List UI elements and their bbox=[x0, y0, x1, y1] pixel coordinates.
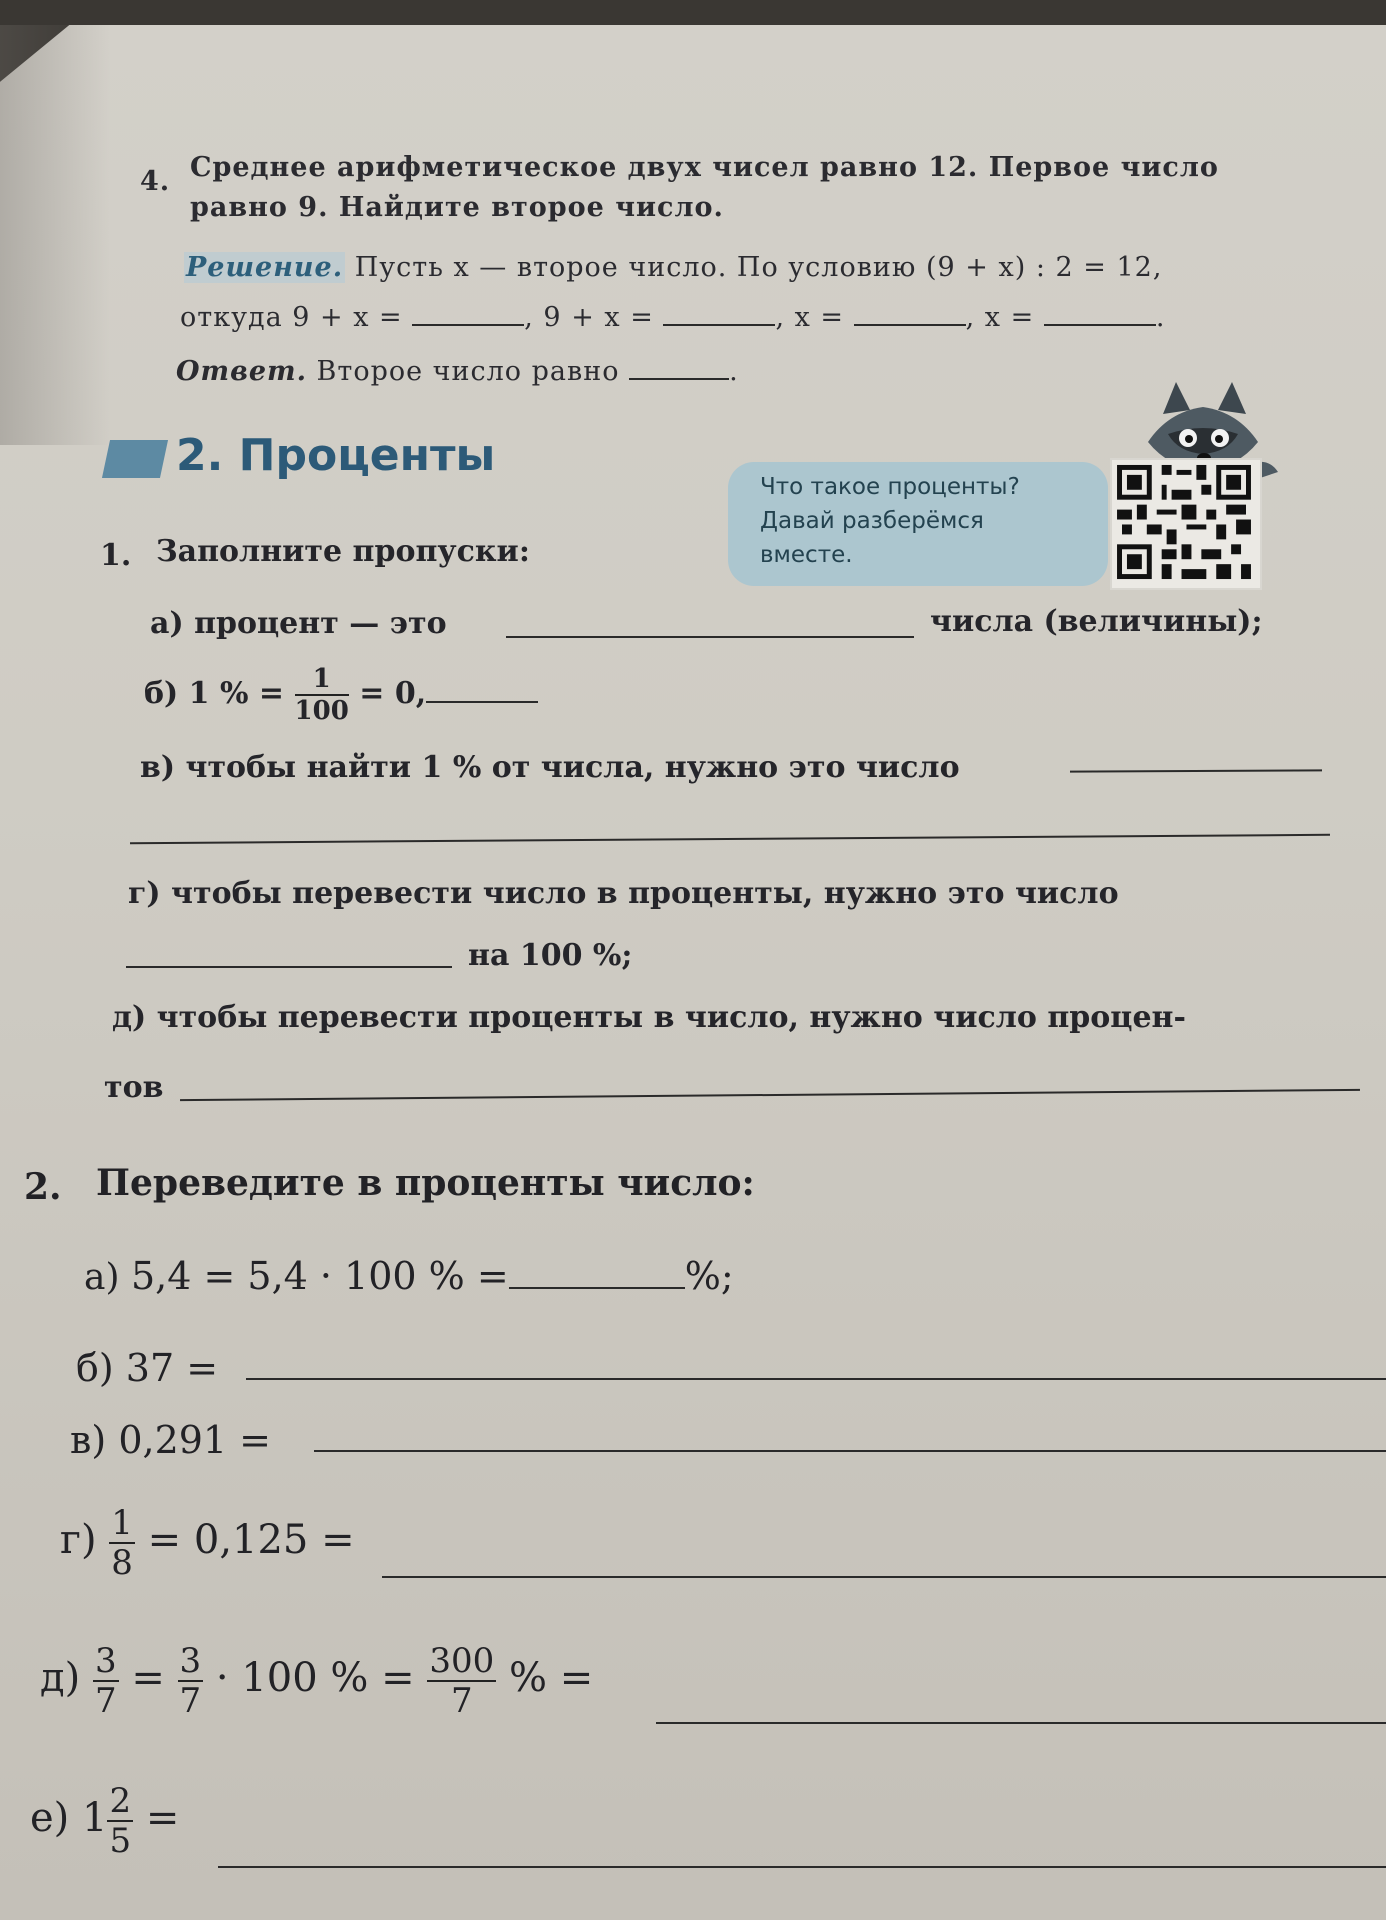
ex2-d-equals: = bbox=[131, 1655, 165, 1701]
ex1-b-blank[interactable] bbox=[426, 700, 538, 703]
answer-blank-3[interactable] bbox=[854, 323, 966, 326]
section-title: 2. Проценты bbox=[176, 430, 496, 481]
ex2-a bbox=[84, 1254, 734, 1298]
answer-blank-2[interactable] bbox=[663, 323, 775, 326]
bubble-line-3: вместе. bbox=[760, 542, 853, 568]
ex2-a-label: а) bbox=[84, 1257, 120, 1298]
task-4-line-1: Среднее арифметическое двух чисел равно 12. Первое число bbox=[190, 152, 1219, 183]
ex2-b bbox=[76, 1346, 218, 1390]
ex1-a-blank[interactable] bbox=[506, 636, 914, 638]
answer-label: Ответ. bbox=[176, 356, 307, 387]
fraction-denominator: 7 bbox=[450, 1681, 473, 1721]
solution-text: Пусть x — второе число. По условию (9 + x) : 2 = 12, bbox=[345, 252, 1163, 283]
fraction-numerator: 3 bbox=[179, 1641, 202, 1681]
qr-code[interactable] bbox=[1110, 458, 1262, 590]
eq-part-4: , x = bbox=[965, 302, 1035, 333]
fraction-numerator: 300 bbox=[429, 1641, 495, 1681]
ex2-g bbox=[60, 1503, 355, 1583]
fraction-numerator: 2 bbox=[109, 1781, 132, 1821]
ex2-d-label: д) bbox=[40, 1655, 81, 1701]
fraction-1-8 bbox=[109, 1503, 135, 1583]
ex1-d-text: д) чтобы перевести проценты в число, нужно число процен- bbox=[112, 1000, 1186, 1035]
video-hint-bubble bbox=[728, 462, 1108, 586]
ex2-b-label: б) bbox=[76, 1346, 114, 1390]
answer-blank-1[interactable] bbox=[412, 323, 524, 326]
ex2-g-expression: = 0,125 = bbox=[147, 1517, 355, 1563]
fraction-2-5 bbox=[107, 1781, 133, 1861]
ex1-g-suffix: на 100 %; bbox=[468, 938, 633, 973]
solution-label: Решение. bbox=[186, 252, 344, 283]
fraction-denominator: 7 bbox=[94, 1681, 117, 1721]
qr-code-icon bbox=[1112, 460, 1256, 584]
task-4-solution bbox=[184, 252, 1162, 283]
eq-part-3: , x = bbox=[775, 302, 845, 333]
ex2-g-blank[interactable] bbox=[382, 1576, 1386, 1578]
ex2-e bbox=[30, 1781, 180, 1861]
task-4-answer: Ответ. Второе число равно . bbox=[176, 356, 739, 387]
task-4-line-2: равно 9. Найдите второе число. bbox=[190, 192, 724, 223]
ex1-g-blank[interactable] bbox=[126, 966, 452, 968]
ex2-g-label: г) bbox=[60, 1517, 97, 1563]
mixed-number-whole: 1 bbox=[82, 1795, 108, 1841]
ex1-a-prefix: а) процент — это bbox=[150, 606, 447, 641]
fraction-numerator: 3 bbox=[94, 1641, 117, 1681]
ex2-e-end: = bbox=[145, 1795, 180, 1841]
ex2-d-middle: · 100 % = bbox=[215, 1655, 415, 1701]
ex2-b-expression: 37 = bbox=[125, 1346, 219, 1390]
fraction-300-7 bbox=[427, 1641, 496, 1721]
section-marker bbox=[102, 440, 168, 478]
answer-text: Второе число равно bbox=[306, 356, 620, 387]
exercise-2-title: Переведите в проценты число: bbox=[96, 1162, 755, 1204]
ex1-b bbox=[144, 666, 538, 724]
ex1-v-text: в) чтобы найти 1 % от числа, нужно это число bbox=[140, 750, 960, 785]
ex1-a-suffix: числа (величины); bbox=[930, 604, 1263, 639]
ex2-d-end: % = bbox=[508, 1655, 594, 1701]
fraction-denominator: 8 bbox=[111, 1543, 133, 1583]
ex2-d-blank[interactable] bbox=[656, 1722, 1386, 1724]
eq-part-2: , 9 + x = bbox=[524, 302, 654, 333]
fraction-denominator: 100 bbox=[294, 696, 349, 726]
ex2-v-blank[interactable] bbox=[314, 1450, 1386, 1452]
task-4-equations: откуда 9 + x = , 9 + x = , x = , x = . bbox=[180, 302, 1166, 333]
ex2-e-blank[interactable] bbox=[218, 1866, 1386, 1868]
ex2-e-label: е) bbox=[30, 1795, 70, 1841]
ex2-v-expression: 0,291 = bbox=[118, 1418, 272, 1462]
page-fold-shadow bbox=[0, 25, 110, 445]
fraction-denominator: 5 bbox=[109, 1821, 132, 1861]
ex2-a-blank[interactable] bbox=[509, 1286, 685, 1289]
eq-part-1: откуда 9 + x = bbox=[180, 302, 403, 333]
exercise-1-title: Заполните пропуски: bbox=[156, 534, 530, 569]
fraction-denominator: 7 bbox=[179, 1681, 202, 1721]
bubble-line-2: Давай разберёмся bbox=[760, 508, 984, 534]
fraction-numerator: 1 bbox=[111, 1503, 133, 1543]
ex2-b-blank[interactable] bbox=[246, 1378, 1386, 1380]
ex1-b-prefix: б) 1 % = bbox=[144, 676, 285, 711]
exercise-2-number: 2. bbox=[24, 1166, 62, 1208]
ex2-a-expression: 5,4 = 5,4 · 100 % = bbox=[130, 1254, 509, 1298]
bubble-line-1: Что такое проценты? bbox=[760, 474, 1020, 500]
ex1-b-suffix: = 0, bbox=[359, 676, 427, 711]
exercise-1-number: 1. bbox=[100, 538, 132, 573]
answer-blank-5[interactable] bbox=[629, 377, 729, 380]
fraction-1-100 bbox=[295, 666, 349, 724]
ex1-g-text: г) чтобы перевести число в проценты, нужно это число bbox=[128, 876, 1119, 911]
fraction-numerator: 1 bbox=[295, 666, 349, 696]
ex2-d bbox=[40, 1641, 594, 1721]
answer-blank-4[interactable] bbox=[1044, 323, 1156, 326]
task-4-number: 4. bbox=[140, 166, 171, 197]
ex2-a-suffix: %; bbox=[684, 1254, 734, 1298]
fraction-3-7-a bbox=[93, 1641, 119, 1721]
ex2-v bbox=[70, 1418, 271, 1462]
fraction-3-7-b bbox=[178, 1641, 204, 1721]
ex2-v-label: в) bbox=[70, 1418, 107, 1462]
ex1-d-cont: тов bbox=[104, 1070, 164, 1105]
